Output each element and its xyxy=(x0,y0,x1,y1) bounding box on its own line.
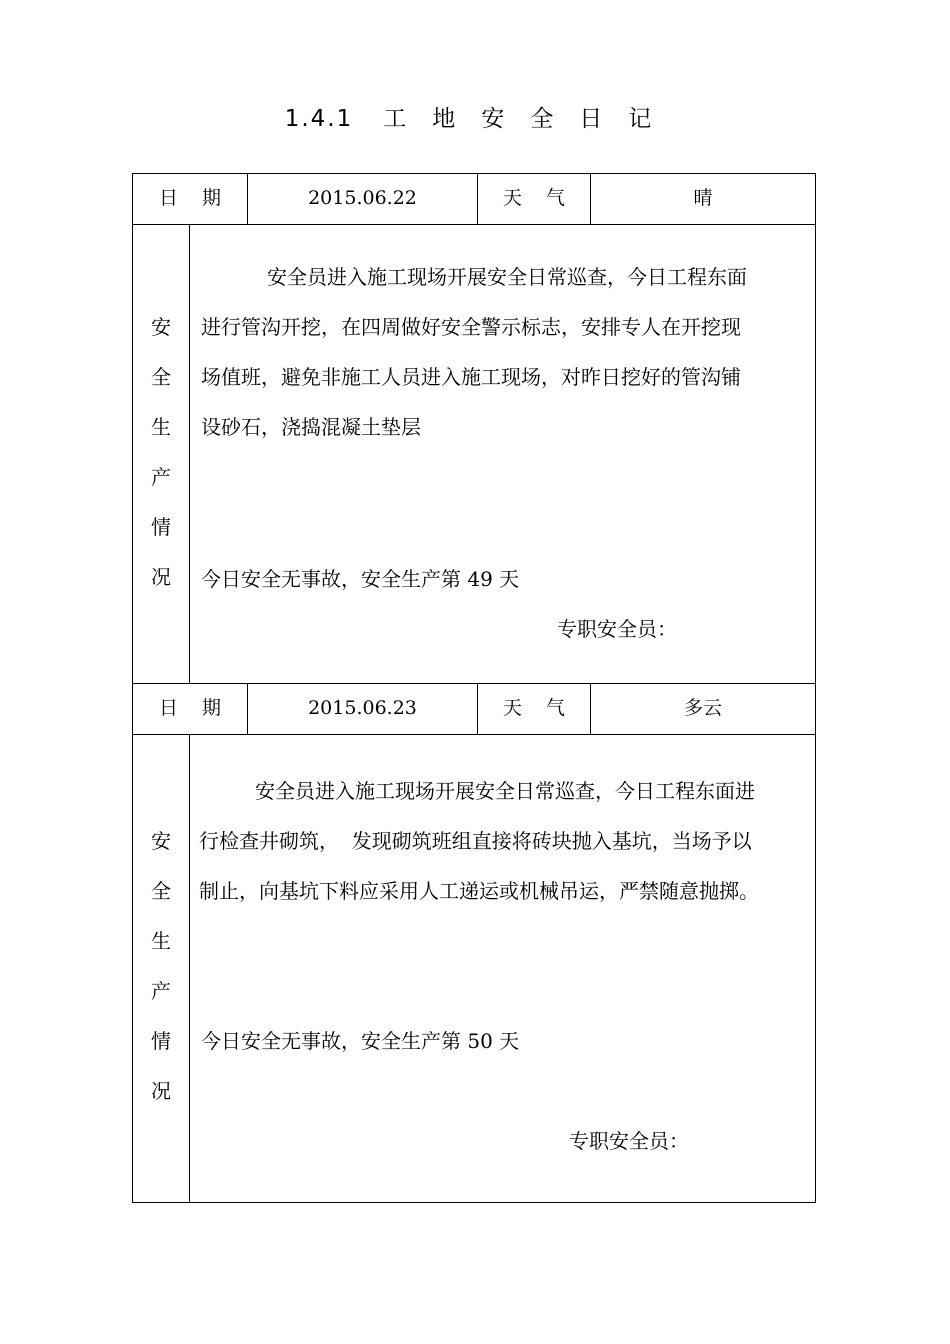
title-char: 安 xyxy=(481,106,507,132)
section-label-char: 产 xyxy=(151,979,171,1003)
weather-label-char: 气 xyxy=(546,187,566,209)
report-line: 场值班，避免非施工人员进入施工现场，对昨日挖好的管沟铺 xyxy=(201,365,741,389)
safety-summary: 今日安全无事故，安全生产第 49 天 xyxy=(201,567,520,591)
report-line: 行检查井砌筑， 发现砌筑班组直接将砖块抛入基坑，当场予以 xyxy=(199,829,752,853)
date-row xyxy=(133,684,815,735)
title-number: 1.4.1 xyxy=(284,106,354,132)
safety-section xyxy=(133,225,815,684)
report-line: 安全员进入施工现场开展安全日常巡查，今日工程东面进 xyxy=(255,779,755,803)
section-label-char: 生 xyxy=(151,415,171,439)
date-value: 2015.06.22 xyxy=(248,174,478,224)
log-entry-2 xyxy=(132,683,816,1203)
title-char: 工 xyxy=(383,106,409,132)
weather-value: 晴 xyxy=(693,187,713,209)
date-label xyxy=(133,174,248,224)
section-label-char: 生 xyxy=(151,929,171,953)
section-label-char: 况 xyxy=(151,565,171,589)
title-char: 日 xyxy=(579,106,605,132)
date-row xyxy=(133,174,815,225)
report-line: 进行管沟开挖，在四周做好安全警示标志，安排专人在开挖现 xyxy=(201,315,741,339)
report-line: 制止，向基坑下料应采用人工递运或机械吊运，严禁随意抛掷。 xyxy=(199,879,759,903)
section-label-char: 安 xyxy=(151,829,171,853)
weather-label xyxy=(478,174,591,224)
weather-label-char: 天 xyxy=(502,697,522,719)
weather-label xyxy=(478,684,591,734)
section-label-char: 情 xyxy=(151,515,171,539)
section-label xyxy=(133,735,190,1202)
safety-section xyxy=(133,735,815,1202)
log-entry-1 xyxy=(132,173,816,684)
date-value: 2015.06.23 xyxy=(248,684,478,734)
title-char: 记 xyxy=(628,106,654,132)
section-label-char: 况 xyxy=(151,1079,171,1103)
safety-officer-signature: 专职安全员： xyxy=(557,617,677,641)
report-line: 设砂石，浇捣混凝土垫层 xyxy=(201,415,421,439)
date-label-char: 期 xyxy=(202,697,222,719)
section-label-char: 产 xyxy=(151,465,171,489)
date-label-char: 期 xyxy=(202,187,222,209)
report-line: 安全员进入施工现场开展安全日常巡查，今日工程东面 xyxy=(267,265,747,289)
date-label-char: 日 xyxy=(158,697,178,719)
weather-value: 多云 xyxy=(683,697,722,719)
safety-officer-signature: 专职安全员： xyxy=(569,1129,689,1153)
section-label-char: 全 xyxy=(151,365,171,389)
section-label xyxy=(133,225,190,684)
weather-label-char: 天 xyxy=(502,187,522,209)
section-label-char: 情 xyxy=(151,1029,171,1053)
section-label-char: 安 xyxy=(151,315,171,339)
report-text xyxy=(201,252,815,452)
title-char: 全 xyxy=(530,106,556,132)
report-text xyxy=(199,766,815,916)
title-char: 地 xyxy=(432,106,458,132)
weather-label-char: 气 xyxy=(546,697,566,719)
date-label xyxy=(133,684,248,734)
section-label-char: 全 xyxy=(151,879,171,903)
date-label-char: 日 xyxy=(158,187,178,209)
page-title xyxy=(0,100,950,133)
safety-summary: 今日安全无事故，安全生产第 50 天 xyxy=(201,1029,520,1053)
